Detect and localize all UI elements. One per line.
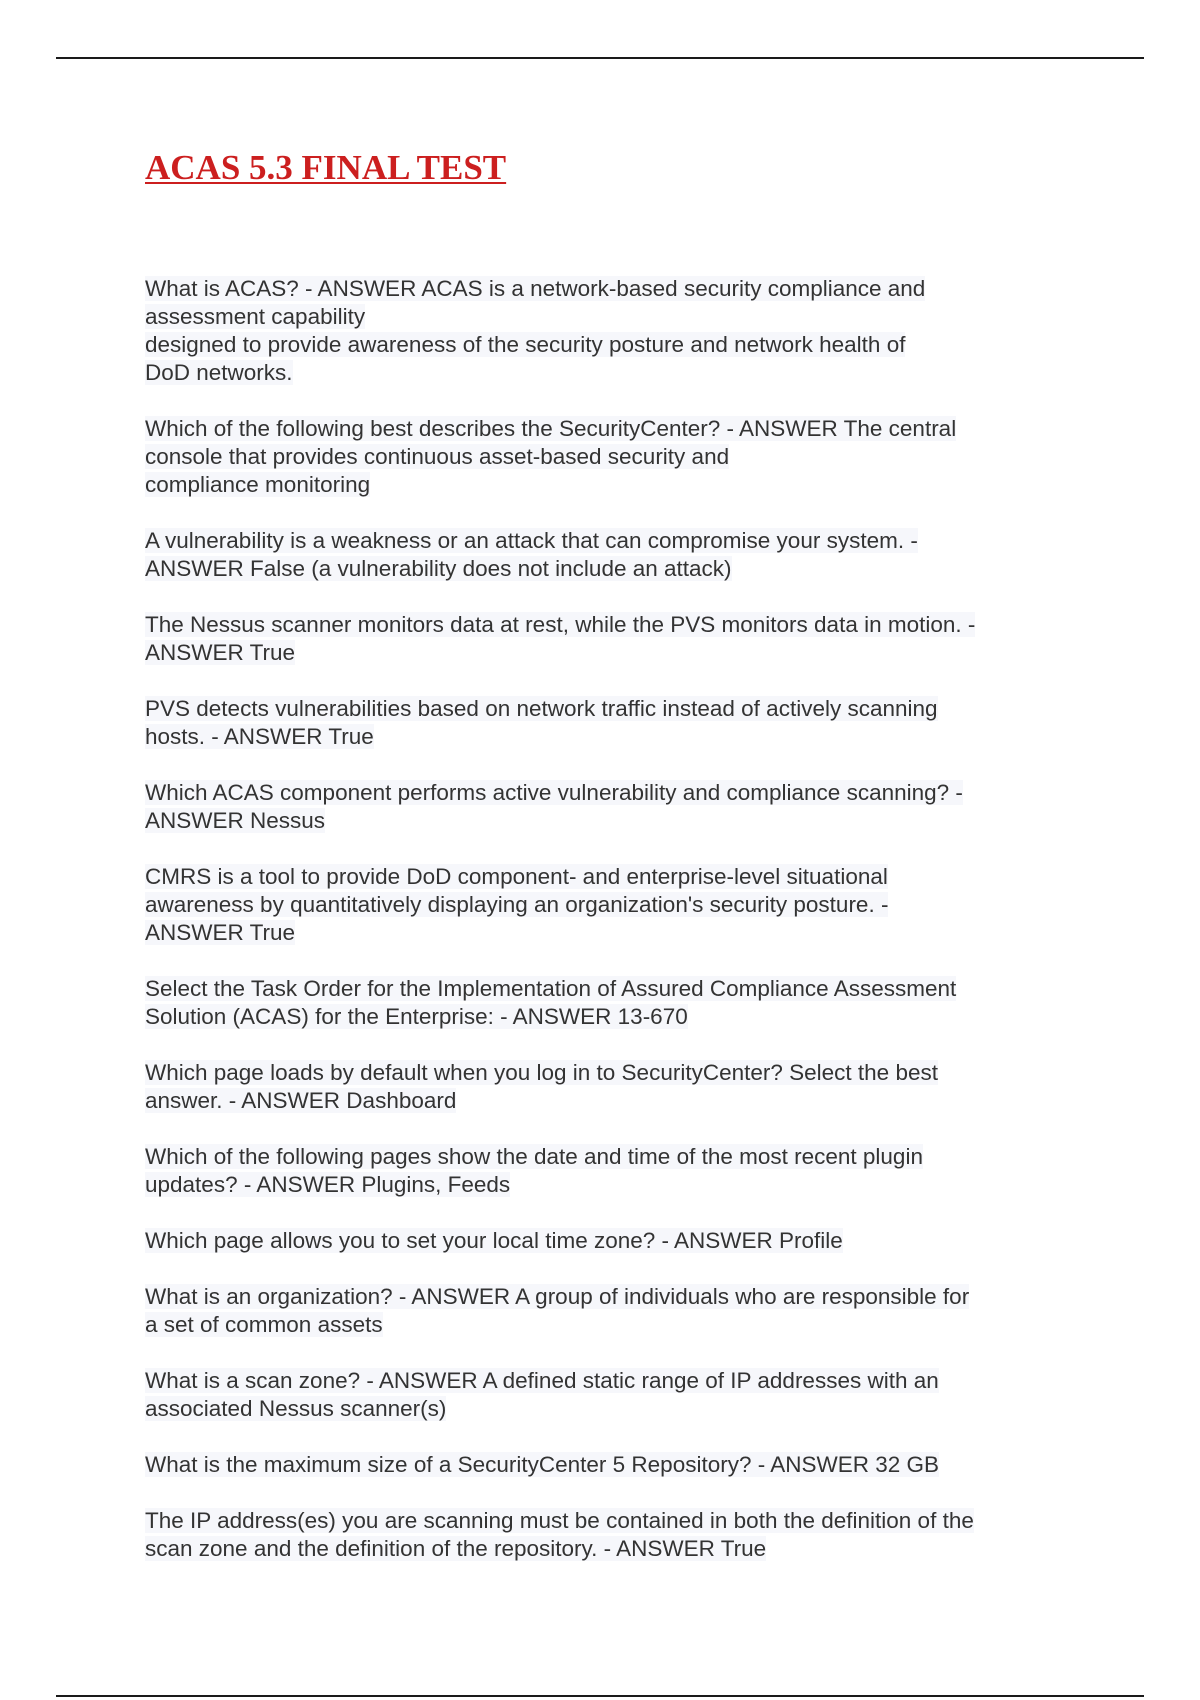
qa-item — [145, 1367, 1065, 1423]
qa-text: A vulnerability is a weakness or an attack that can compromise your system. - ANSWER False (a vulnerability does not include an attack) — [145, 528, 918, 581]
qa-list — [145, 275, 1065, 1563]
qa-text: What is the maximum size of a SecurityCenter 5 Repository? - ANSWER 32 GB — [145, 1452, 940, 1477]
qa-item — [145, 1451, 1065, 1479]
top-rule — [56, 57, 1144, 59]
qa-text: What is an organization? - ANSWER A group of individuals who are responsible for a set of common assets — [145, 1284, 970, 1337]
qa-text: Which ACAS component performs active vulnerability and compliance scanning? - ANSWER Nessus — [145, 780, 963, 833]
bottom-rule — [56, 1695, 1144, 1697]
qa-text: Which page loads by default when you log in to SecurityCenter? Select the best answer. - ANSWER Dashboard — [145, 1060, 938, 1113]
qa-text: Which of the following pages show the date and time of the most recent plugin updates? - ANSWER Plugins, Feeds — [145, 1144, 923, 1197]
qa-text: PVS detects vulnerabilities based on network traffic instead of actively scanning hosts. - ANSWER True — [145, 696, 938, 749]
document-body — [145, 142, 1065, 1591]
qa-item — [145, 975, 1065, 1031]
qa-text: What is a scan zone? - ANSWER A defined static range of IP addresses with an associated Nessus scanner(s) — [145, 1368, 939, 1421]
qa-item — [145, 1507, 1065, 1563]
qa-text: CMRS is a tool to provide DoD component- and enterprise-level situational awareness by quantitatively displaying an organization's security posture. - ANSWER True — [145, 864, 889, 945]
qa-item — [145, 415, 1065, 499]
qa-item — [145, 275, 1065, 387]
qa-text: Which of the following best describes the SecurityCenter? - ANSWER The central console that provides continuous asset-based security and compliance monitoring — [145, 416, 957, 497]
qa-text: What is ACAS? - ANSWER ACAS is a network-based security compliance and assessment capability designed to provide awareness of the security posture and network health of DoD networks. — [145, 276, 926, 385]
qa-text: Which page allows you to set your local time zone? - ANSWER Profile — [145, 1228, 843, 1253]
qa-item — [145, 779, 1065, 835]
qa-item — [145, 1227, 1065, 1255]
qa-item — [145, 1283, 1065, 1339]
qa-item — [145, 863, 1065, 947]
qa-item — [145, 1143, 1065, 1199]
document-title: ACAS 5.3 FINAL TEST — [145, 148, 507, 187]
qa-item — [145, 1059, 1065, 1115]
qa-item — [145, 695, 1065, 751]
qa-text: The IP address(es) you are scanning must be contained in both the definition of the scan zone and the definition of the repository. - ANSWER True — [145, 1508, 974, 1561]
qa-text: Select the Task Order for the Implementation of Assured Compliance Assessment Solution (ACAS) for the Enterprise: - ANSWER 13-670 — [145, 976, 957, 1029]
qa-text: The Nessus scanner monitors data at rest, while the PVS monitors data in motion. - ANSWER True — [145, 612, 976, 665]
qa-item — [145, 611, 1065, 667]
qa-item — [145, 527, 1065, 583]
